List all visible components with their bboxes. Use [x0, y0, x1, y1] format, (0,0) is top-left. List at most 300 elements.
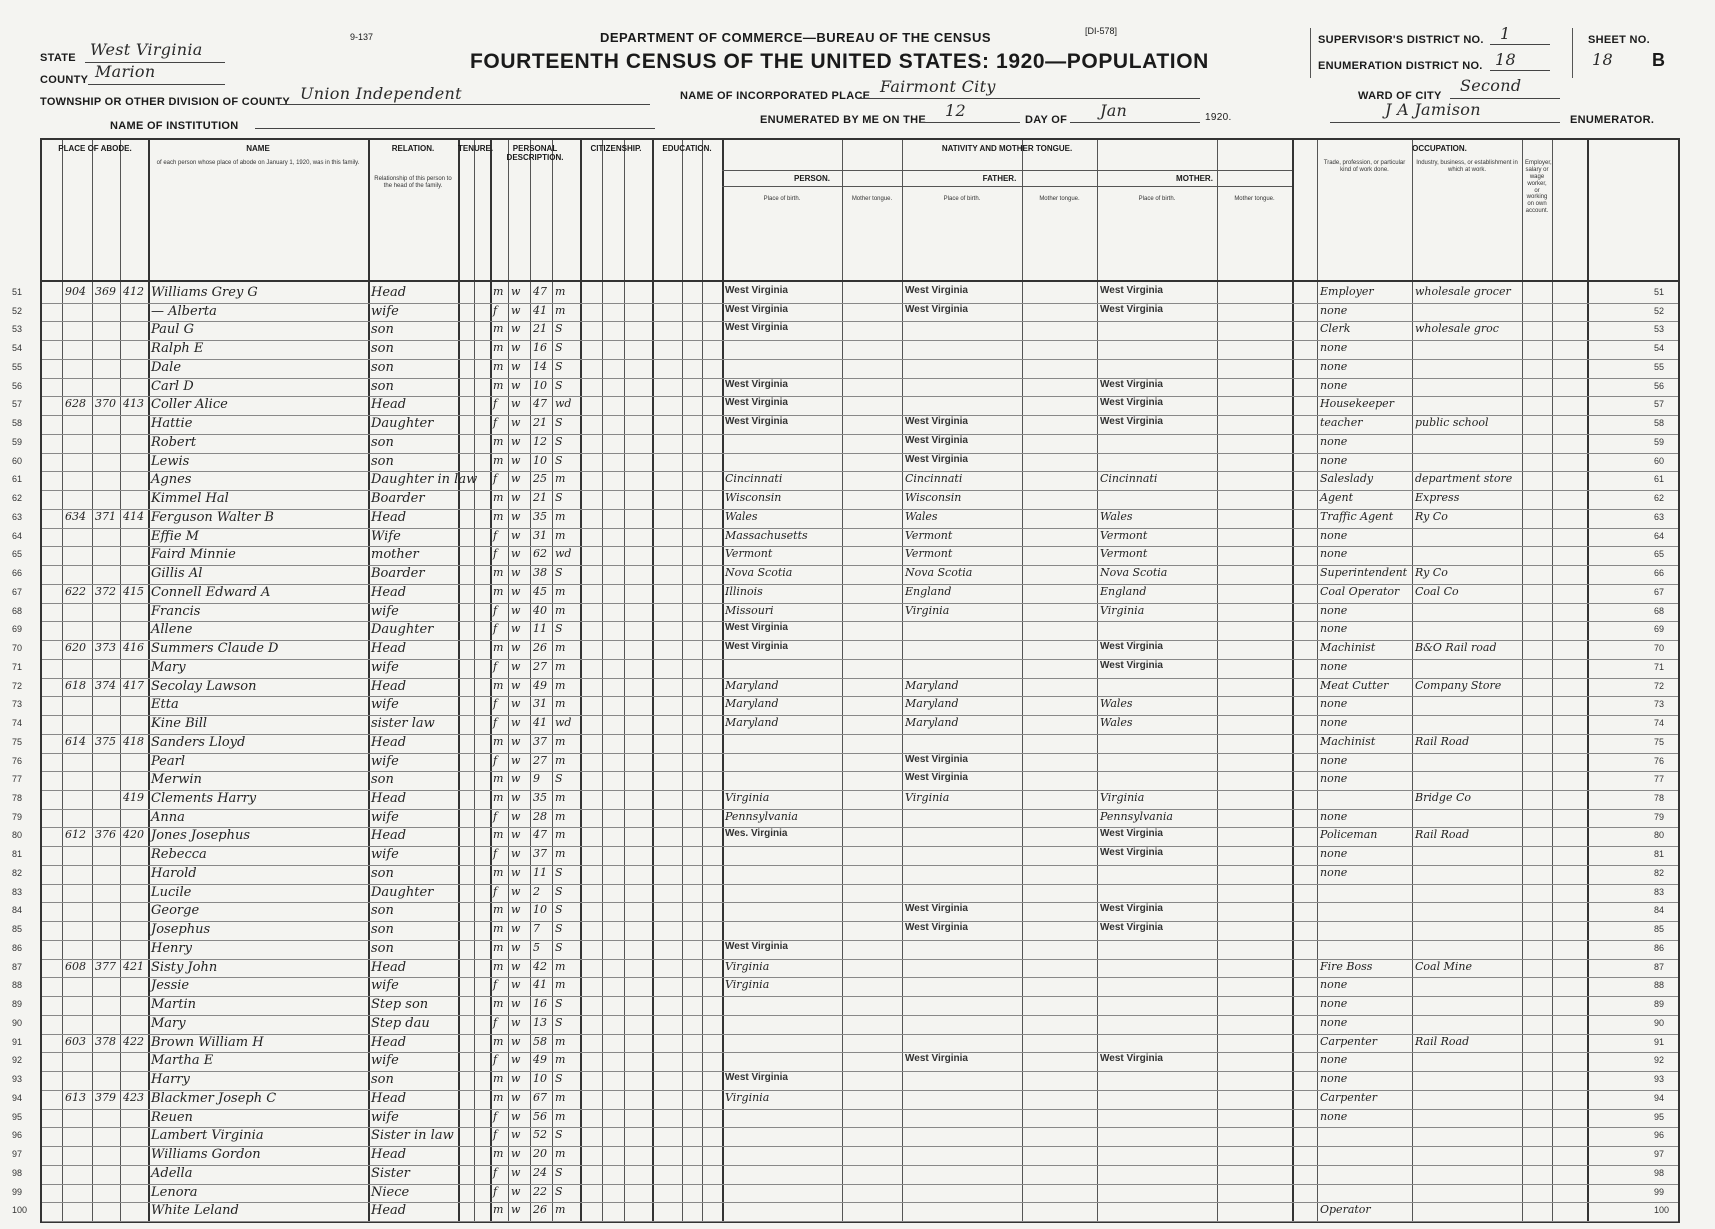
cell-sex: f	[493, 716, 498, 730]
cell-sex: m	[493, 434, 504, 448]
cell-color: w	[511, 528, 521, 542]
cell-sex: m	[493, 1034, 504, 1048]
line-number: 64	[12, 530, 23, 541]
group-header-personal: PERSONAL DESCRIPTION.	[506, 144, 564, 162]
cell-relation: son	[371, 865, 394, 881]
cell-sex: f	[493, 884, 498, 898]
cell-marital: m	[555, 847, 566, 861]
cell-family: 412	[123, 285, 144, 298]
cell-name: Brown William H	[151, 1034, 264, 1050]
cell-house: 603	[65, 1034, 86, 1048]
cell-color: w	[511, 1203, 521, 1217]
cell-age: 21	[533, 491, 547, 505]
cell-relation: Daughter in law	[371, 472, 478, 488]
line-number: 68	[1654, 605, 1665, 616]
cell-marital: m	[555, 584, 566, 598]
cell-marital: m	[555, 978, 566, 992]
line-number: 68	[12, 605, 23, 616]
cell-age: 49	[533, 678, 547, 692]
cell-family: 416	[123, 641, 144, 655]
line-number: 77	[12, 774, 23, 785]
cell-f-pob: West Virginia	[905, 285, 968, 296]
line-number: 78	[1654, 792, 1665, 803]
cell-sex: m	[493, 1072, 504, 1086]
cell-occupation: none	[1320, 547, 1348, 561]
cell-age: 37	[533, 847, 547, 861]
cell-relation: wife	[371, 978, 399, 994]
cell-name: Coller Alice	[151, 397, 228, 413]
line-number: 71	[12, 661, 23, 672]
cell-sex: m	[493, 491, 504, 505]
line-number: 60	[1654, 455, 1665, 466]
cell-house: 622	[65, 584, 86, 598]
line-number: 65	[1654, 549, 1665, 560]
cell-f-pob: Maryland	[905, 678, 959, 692]
cell-age: 2	[533, 884, 540, 898]
cell-sex: f	[493, 622, 498, 636]
cell-color: w	[511, 416, 521, 430]
cell-age: 41	[533, 978, 547, 992]
line-number: 86	[1654, 942, 1665, 953]
cell-relation: wife	[371, 1053, 399, 1069]
cell-marital: S	[555, 1072, 563, 1086]
line-number: 53	[12, 324, 23, 335]
cell-family: 415	[123, 584, 144, 598]
cell-relation: wife	[371, 659, 399, 675]
cell-family: 414	[123, 509, 144, 523]
cell-relation: wife	[371, 697, 399, 713]
cell-relation: son	[371, 922, 394, 938]
line-number: 99	[1654, 1186, 1665, 1197]
line-number: 72	[12, 680, 23, 691]
cell-color: w	[511, 603, 521, 617]
line-number: 90	[1654, 1017, 1665, 1028]
cell-color: w	[511, 378, 521, 392]
line-number: 88	[1654, 980, 1665, 991]
cell-age: 41	[533, 303, 547, 317]
line-number: 66	[1654, 568, 1665, 579]
form-code: [DI-578]	[1085, 26, 1118, 36]
line-number: 52	[1654, 305, 1665, 316]
cell-name: Dale	[151, 359, 182, 375]
cell-f-pob: West Virginia	[905, 753, 968, 765]
line-number: 52	[12, 305, 23, 316]
cell-age: 13	[533, 1015, 547, 1029]
cell-name: Martha E	[151, 1053, 214, 1069]
cell-age: 56	[533, 1109, 547, 1123]
cell-occupation: none	[1320, 847, 1348, 861]
line-number: 63	[12, 511, 23, 522]
cell-color: w	[511, 1184, 521, 1198]
cell-color: w	[511, 303, 521, 317]
cell-color: w	[511, 1090, 521, 1104]
cell-color: w	[511, 959, 521, 973]
cell-name: Allene	[151, 622, 193, 638]
cell-age: 35	[533, 790, 547, 804]
cell-sex: m	[493, 865, 504, 879]
cell-industry: Coal Mine	[1415, 959, 1472, 973]
cell-industry: Rail Road	[1415, 828, 1470, 842]
line-number: 97	[1654, 1149, 1665, 1160]
cell-name: Kimmel Hal	[151, 491, 229, 507]
cell-occupation: none	[1320, 865, 1348, 879]
line-number: 97	[12, 1149, 23, 1160]
cell-marital: S	[555, 434, 563, 448]
cell-color: w	[511, 359, 521, 373]
line-number: 51	[12, 287, 23, 297]
cell-sex: m	[493, 453, 504, 467]
cell-f-pob: West Virginia	[905, 303, 968, 315]
cell-m-pob: West Virginia	[1100, 903, 1163, 915]
cell-f-pob: West Virginia	[905, 903, 968, 915]
cell-industry: wholesale groc	[1415, 322, 1499, 336]
cell-pob: Nova Scotia	[725, 566, 793, 580]
line-number: 93	[1654, 1074, 1665, 1085]
cell-age: 20	[533, 1147, 547, 1161]
line-number: 67	[12, 586, 23, 597]
cell-color: w	[511, 491, 521, 505]
cell-dwelling: 375	[95, 734, 116, 748]
cell-relation: Head	[371, 397, 407, 413]
cell-pob: Virginia	[725, 1090, 770, 1104]
line-number: 82	[1654, 867, 1665, 878]
cell-occupation: Traffic Agent	[1320, 509, 1394, 523]
cell-industry: Ry Co	[1415, 509, 1448, 523]
cell-family: 413	[123, 397, 144, 411]
cell-color: w	[511, 1072, 521, 1086]
cell-relation: son	[371, 378, 394, 394]
cell-pob: Vermont	[725, 547, 773, 561]
cell-age: 9	[533, 772, 540, 786]
cell-color: w	[511, 772, 521, 786]
cell-marital: S	[555, 865, 563, 879]
supervisor-value: 1	[1500, 24, 1511, 43]
cell-industry: Rail Road	[1415, 734, 1470, 748]
cell-dwelling: 369	[95, 285, 116, 298]
cell-name: Faird Minnie	[151, 547, 236, 563]
cell-relation: Head	[371, 959, 407, 975]
line-number: 84	[1654, 905, 1665, 916]
line-number: 94	[1654, 1092, 1665, 1103]
line-number: 54	[1654, 343, 1665, 354]
cell-m-pob: Virginia	[1100, 603, 1145, 617]
cell-name: Henry	[151, 940, 192, 956]
enumerated-day: 12	[945, 101, 966, 120]
cell-occupation: none	[1320, 997, 1348, 1011]
cell-relation: Head	[371, 1034, 407, 1050]
line-number: 73	[12, 699, 23, 710]
cell-age: 7	[533, 922, 540, 936]
cell-age: 31	[533, 697, 547, 711]
line-number: 64	[1654, 530, 1665, 541]
cell-sex: f	[493, 1184, 498, 1198]
cell-name: Summers Claude D	[151, 641, 279, 657]
cell-pob: Virginia	[725, 978, 770, 992]
line-number: 96	[12, 1130, 23, 1141]
line-number: 81	[1654, 849, 1665, 860]
cell-color: w	[511, 716, 521, 730]
cell-sex: m	[493, 1203, 504, 1217]
cell-marital: m	[555, 697, 566, 711]
cell-family: 418	[123, 734, 144, 748]
cell-relation: wife	[371, 809, 399, 825]
cell-relation: Head	[371, 790, 407, 806]
cell-occupation: none	[1320, 341, 1348, 355]
cell-pob: West Virginia	[725, 322, 788, 334]
cell-color: w	[511, 322, 521, 336]
cell-occupation: Employer	[1320, 285, 1374, 298]
cell-color: w	[511, 697, 521, 711]
cell-color: w	[511, 472, 521, 486]
cell-marital: m	[555, 509, 566, 523]
line-number: 59	[1654, 436, 1665, 447]
cell-sex: m	[493, 678, 504, 692]
cell-age: 26	[533, 641, 547, 655]
cell-occupation: none	[1320, 359, 1348, 373]
cell-dwelling: 373	[95, 641, 116, 655]
cell-m-pob: West Virginia	[1100, 285, 1163, 296]
cell-dwelling: 376	[95, 828, 116, 842]
census-year: 1920.	[1205, 112, 1232, 123]
line-number: 61	[12, 474, 23, 485]
cell-m-pob: Wales	[1100, 509, 1133, 523]
cell-color: w	[511, 547, 521, 561]
cell-marital: S	[555, 940, 563, 954]
cell-sex: m	[493, 772, 504, 786]
cell-industry: Ry Co	[1415, 566, 1448, 580]
line-number: 67	[1654, 586, 1665, 597]
cell-sex: m	[493, 322, 504, 336]
cell-name: Kine Bill	[151, 716, 208, 732]
line-number: 86	[12, 942, 23, 953]
cell-occupation: none	[1320, 1109, 1348, 1123]
cell-relation: Boarder	[371, 491, 425, 507]
column-description-place-of-birth: Place of birth.	[1138, 196, 1176, 202]
cell-relation: son	[371, 1072, 394, 1088]
cell-f-pob: West Virginia	[905, 772, 968, 784]
line-number: 100	[1654, 1205, 1670, 1216]
cell-pob: West Virginia	[725, 285, 788, 296]
line-number: 62	[12, 493, 23, 504]
cell-occupation: none	[1320, 1072, 1348, 1086]
cell-name: Sanders Lloyd	[151, 734, 246, 750]
line-number: 94	[12, 1092, 23, 1103]
cell-occupation: Coal Operator	[1320, 584, 1400, 598]
cell-marital: S	[555, 322, 563, 336]
line-number: 91	[1654, 1036, 1665, 1047]
line-number: 74	[1654, 718, 1665, 729]
cell-name: Clements Harry	[151, 790, 257, 806]
cell-color: w	[511, 809, 521, 823]
cell-f-pob: West Virginia	[905, 416, 968, 428]
cell-relation: Daughter	[371, 416, 434, 432]
line-number: 77	[1654, 774, 1665, 785]
cell-occupation: Machinist	[1320, 641, 1376, 655]
cell-sex: m	[493, 1147, 504, 1161]
cell-marital: S	[555, 772, 563, 786]
cell-marital: m	[555, 285, 566, 298]
cell-pob: Maryland	[725, 697, 779, 711]
line-number: 63	[1654, 511, 1665, 522]
column-description-mother-tongue: Mother tongue.	[851, 196, 893, 202]
cell-occupation: Meat Cutter	[1320, 678, 1389, 692]
cell-relation: mother	[371, 547, 419, 563]
cell-occupation: Agent	[1320, 491, 1353, 505]
cell-name: Etta	[151, 697, 179, 713]
cell-m-pob: West Virginia	[1100, 416, 1163, 428]
cell-marital: m	[555, 678, 566, 692]
cell-sex: f	[493, 847, 498, 861]
cell-pob: West Virginia	[725, 622, 788, 634]
cell-age: 11	[533, 622, 547, 636]
cell-relation: Step son	[371, 997, 429, 1013]
cell-name: Ralph E	[151, 341, 204, 357]
cell-name: Williams Gordon	[151, 1147, 261, 1163]
cell-house: 618	[65, 678, 86, 692]
cell-age: 25	[533, 472, 547, 486]
cell-color: w	[511, 884, 521, 898]
cell-occupation: none	[1320, 716, 1348, 730]
cell-relation: Sister	[371, 1165, 410, 1181]
cell-relation: Head	[371, 678, 407, 694]
cell-sex: f	[493, 1165, 498, 1179]
line-number: 89	[1654, 999, 1665, 1010]
cell-f-pob: West Virginia	[905, 922, 968, 934]
cell-marital: S	[555, 903, 563, 917]
cell-m-pob: Cincinnati	[1100, 472, 1158, 486]
cell-sex: f	[493, 472, 498, 486]
column-description-occupation-industry: Industry, business, or establishment in which at work.	[1416, 160, 1518, 173]
supervisor-label: SUPERVISOR'S DISTRICT NO.	[1318, 34, 1484, 46]
cell-occupation: Housekeeper	[1320, 397, 1394, 411]
group-header-name: NAME	[246, 144, 270, 153]
cell-relation: Head	[371, 828, 407, 844]
cell-relation: Daughter	[371, 622, 434, 638]
cell-age: 26	[533, 1203, 547, 1217]
enumerated-label: ENUMERATED BY ME ON THE	[760, 114, 927, 126]
cell-name: Robert	[151, 434, 197, 450]
cell-age: 35	[533, 509, 547, 523]
cell-color: w	[511, 453, 521, 467]
cell-industry: Company Store	[1415, 678, 1502, 692]
cell-marital: m	[555, 1034, 566, 1048]
cell-age: 10	[533, 903, 547, 917]
cell-dwelling: 371	[95, 509, 116, 523]
cell-m-pob: West Virginia	[1100, 922, 1163, 934]
cell-marital: S	[555, 341, 563, 355]
cell-marital: S	[555, 622, 563, 636]
line-number: 80	[12, 830, 23, 841]
cell-marital: S	[555, 416, 563, 430]
cell-pob: West Virginia	[725, 416, 788, 428]
cell-house: 613	[65, 1090, 86, 1104]
cell-occupation: none	[1320, 659, 1348, 673]
cell-color: w	[511, 1165, 521, 1179]
cell-name: White Leland	[151, 1203, 239, 1219]
cell-age: 11	[533, 865, 547, 879]
cell-occupation: Carpenter	[1320, 1090, 1378, 1104]
line-number: 100	[12, 1205, 28, 1216]
cell-relation: Head	[371, 641, 407, 657]
cell-marital: S	[555, 1128, 563, 1142]
cell-marital: S	[555, 1015, 563, 1029]
cell-occupation: none	[1320, 809, 1348, 823]
cell-family: 420	[123, 828, 144, 842]
cell-relation: son	[371, 434, 394, 450]
cell-sex: f	[493, 303, 498, 317]
day-of-label: DAY OF	[1025, 114, 1068, 126]
cell-relation: wife	[371, 1109, 399, 1125]
cell-name: Rebecca	[151, 847, 207, 863]
cell-name: Hattie	[151, 416, 193, 432]
cell-sex: m	[493, 378, 504, 392]
cell-sex: f	[493, 697, 498, 711]
cell-sex: f	[493, 753, 498, 767]
cell-marital: m	[555, 753, 566, 767]
cell-marital: S	[555, 922, 563, 936]
enumerator-label: ENUMERATOR.	[1570, 114, 1655, 126]
cell-m-pob: England	[1100, 584, 1147, 598]
cell-color: w	[511, 397, 521, 411]
cell-m-pob: West Virginia	[1100, 847, 1163, 859]
cell-age: 58	[533, 1034, 547, 1048]
column-description-occupation-trade: Trade, profession, or particular kind of work done.	[1323, 160, 1406, 173]
line-number: 57	[1654, 399, 1665, 410]
line-number: 56	[12, 380, 23, 391]
cell-f-pob: Virginia	[905, 790, 950, 804]
line-number: 88	[12, 980, 23, 991]
cell-industry: wholesale grocer	[1415, 285, 1511, 298]
line-number: 57	[12, 399, 23, 410]
cell-f-pob: Wales	[905, 509, 938, 523]
line-number: 98	[12, 1167, 23, 1178]
cell-occupation: none	[1320, 622, 1348, 636]
cell-name: Pearl	[151, 753, 185, 769]
cell-relation: Head	[371, 584, 407, 600]
cell-m-pob: Vermont	[1100, 528, 1148, 542]
cell-age: 16	[533, 341, 547, 355]
line-number: 66	[12, 568, 23, 579]
line-number: 83	[1654, 886, 1665, 897]
cell-dwelling: 374	[95, 678, 116, 692]
cell-dwelling: 370	[95, 397, 116, 411]
county-label: COUNTY	[40, 74, 89, 86]
cell-family: 417	[123, 678, 144, 692]
cell-occupation: Clerk	[1320, 322, 1351, 336]
cell-m-pob: Wales	[1100, 697, 1133, 711]
cell-relation: Daughter	[371, 884, 434, 900]
cell-f-pob: Nova Scotia	[905, 566, 973, 580]
cell-m-pob: Vermont	[1100, 547, 1148, 561]
cell-relation: Sister in law	[371, 1128, 454, 1144]
township-label: TOWNSHIP OR OTHER DIVISION OF COUNTY	[40, 96, 290, 108]
cell-marital: m	[555, 641, 566, 655]
cell-color: w	[511, 434, 521, 448]
cell-house: 608	[65, 959, 86, 973]
cell-age: 31	[533, 528, 547, 542]
cell-name: George	[151, 903, 200, 919]
cell-marital: m	[555, 472, 566, 486]
cell-sex: m	[493, 1090, 504, 1104]
cell-f-pob: Vermont	[905, 547, 953, 561]
cell-occupation: none	[1320, 753, 1348, 767]
cell-age: 14	[533, 359, 547, 373]
cell-age: 41	[533, 716, 547, 730]
cell-age: 10	[533, 453, 547, 467]
cell-pob: West Virginia	[725, 641, 788, 653]
cell-sex: m	[493, 828, 504, 842]
cell-family: 419	[123, 790, 144, 804]
